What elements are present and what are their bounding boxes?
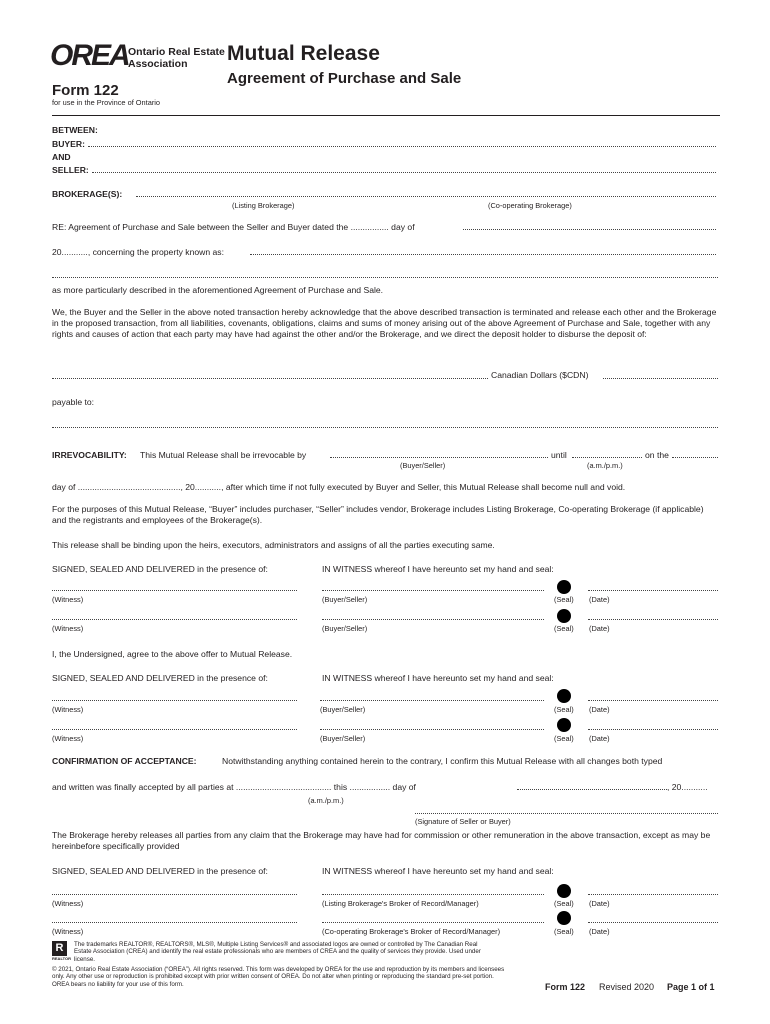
witness-caption-2: (Witness) — [52, 624, 84, 633]
header-rule — [52, 115, 720, 116]
date-field-1[interactable] — [588, 590, 718, 591]
seal-icon-2 — [557, 609, 571, 623]
witness-field-1[interactable] — [52, 590, 297, 591]
footer-page: Page 1 of 1 — [667, 982, 715, 992]
trademark-notice: The trademarks REALTOR®, REALTORS®, MLS®, Multiple Listing Services® and associated logos are owned or controlled by The Canadian Real Estate Association (CREA) and identify the real estate professionals who are members of CREA and the quality of services they provide. Used under license. — [74, 941, 481, 963]
footer-revised: Revised 2020 — [599, 982, 655, 992]
seller-label: SELLER: — [52, 165, 89, 175]
witness-field-6[interactable] — [52, 922, 297, 923]
buyer-seller-sig-field-4[interactable] — [320, 729, 544, 730]
cooperating-broker-sig-field[interactable] — [322, 922, 544, 923]
seal-caption-6: (Seal) — [554, 927, 574, 936]
date-caption-5: (Date) — [589, 899, 610, 908]
confirmation-signature-field[interactable] — [415, 813, 718, 814]
witness-caption-1: (Witness) — [52, 595, 84, 604]
until-label: until — [551, 450, 567, 460]
buyer-seller-sig-field-2[interactable] — [322, 619, 544, 620]
date-field-3[interactable] — [588, 700, 718, 701]
seal-icon-3 — [557, 689, 571, 703]
footer-form-number: Form 122 — [545, 982, 586, 992]
binding-line: This release shall be binding upon the heirs, executors, administrators and assigns of all the parties executing same. — [52, 540, 495, 550]
seal-icon-1 — [557, 580, 571, 594]
logo-word: OREA — [50, 39, 129, 72]
witness-field-4[interactable] — [52, 729, 297, 730]
org-name-line1: Ontario Real Estate — [128, 46, 225, 58]
witness-field-3[interactable] — [52, 700, 297, 701]
realtor-logo-word: REALTOR — [52, 956, 71, 961]
irrevocability-text: This Mutual Release shall be irrevocable by — [140, 450, 307, 460]
until-time-field[interactable] — [572, 457, 642, 458]
payable-to-field[interactable] — [52, 427, 718, 428]
date-field-5[interactable] — [588, 894, 718, 895]
confirmation-ampm-caption: (a.m./p.m.) — [308, 796, 344, 805]
re-year-line: 20..........., concerning the property known as: — [52, 247, 224, 257]
witness-caption-3: (Witness) — [52, 705, 84, 714]
copyright-notice: © 2021, Ontario Real Estate Association (“OREA”). All rights reserved. This form was developed by OREA for the use and reproduction by its members and licensees only. Any other use or reproduction is prohibited except with prior written consent of OREA. Do not alter when printing or reproducing the standard pre-set portion. OREA bears no liability for your use of this form. — [52, 966, 505, 988]
re-month-field[interactable] — [463, 229, 716, 230]
listing-brokerage-caption: (Listing Brokerage) — [232, 201, 295, 210]
described-line: as more particularly described in the aforementioned Agreement of Purchase and Sale. — [52, 285, 384, 295]
confirmation-text: Notwithstanding anything contained herein to the contrary, I confirm this Mutual Release with all changes both typed — [222, 756, 663, 766]
in-witness-3: IN WITNESS whereof I have hereunto set my hand and seal: — [322, 866, 554, 876]
seal-caption-1: (Seal) — [554, 595, 574, 604]
in-witness-1: IN WITNESS whereof I have hereunto set my hand and seal: — [322, 564, 554, 574]
cooperating-brokerage-caption: (Co-operating Brokerage) — [488, 201, 572, 210]
irrevocability-ampm-caption: (a.m./p.m.) — [587, 461, 623, 470]
witness-field-5[interactable] — [52, 894, 297, 895]
seal-caption-3: (Seal) — [554, 705, 574, 714]
confirmation-line2: and written was finally accepted by all parties at ........................................ this ................. day of — [52, 782, 416, 792]
deposit-amount-field[interactable] — [603, 378, 718, 379]
witness-caption-5: (Witness) — [52, 899, 84, 908]
date-caption-1: (Date) — [589, 595, 610, 604]
buyer-seller-caption-3: (Buyer/Seller) — [320, 705, 366, 714]
buyer-seller-caption-2: (Buyer/Seller) — [322, 624, 368, 633]
confirmation-year: , 20........... — [667, 782, 708, 792]
brokerage-field[interactable] — [136, 196, 716, 197]
seal-icon-5 — [557, 884, 571, 898]
realtor-logo-icon — [52, 941, 69, 963]
currency-label: Canadian Dollars ($CDN) — [491, 370, 589, 380]
definitions-paragraph: For the purposes of this Mutual Release, “Buyer” includes purchaser, “Seller” includes vendor, Brokerage includes Listing Brokerage, Co-operating Brokerage (if applicable) and the registrants and employees of the Brokerage(s). — [52, 504, 704, 526]
seal-caption-5: (Seal) — [554, 899, 574, 908]
date-field-2[interactable] — [588, 619, 718, 620]
confirmation-month-field[interactable] — [517, 789, 667, 790]
between-label: BETWEEN: — [52, 125, 98, 135]
buyer-field[interactable] — [88, 146, 716, 147]
signature-caption: (Signature of Seller or Buyer) — [415, 817, 511, 826]
signed-sealed-1: SIGNED, SEALED AND DELIVERED in the presence of: — [52, 564, 268, 574]
irrevocability-buyer-seller-caption: (Buyer/Seller) — [400, 461, 446, 470]
seal-caption-4: (Seal) — [554, 734, 574, 743]
signed-sealed-2: SIGNED, SEALED AND DELIVERED in the presence of: — [52, 673, 268, 683]
undersigned-line: I, the Undersigned, agree to the above offer to Mutual Release. — [52, 649, 293, 659]
date-caption-3: (Date) — [589, 705, 610, 714]
form-number: Form 122 — [52, 82, 119, 99]
confirmation-label: CONFIRMATION OF ACCEPTANCE: — [52, 756, 197, 766]
irrevocability-label: IRREVOCABILITY: — [52, 450, 127, 460]
orea-logo — [50, 40, 225, 80]
brokerage-release-paragraph: The Brokerage hereby releases all parties from any claim that the Brokerage may have had for commission or other remuneration in the above transaction, except as may be hereinbefore specifically provided — [52, 830, 711, 852]
seller-field[interactable] — [92, 172, 716, 173]
witness-caption-6: (Witness) — [52, 927, 84, 936]
seal-caption-2: (Seal) — [554, 624, 574, 633]
page-subtitle: Agreement of Purchase and Sale — [227, 70, 462, 87]
on-the-field[interactable] — [672, 457, 718, 458]
property-field-2[interactable] — [52, 277, 718, 278]
witness-caption-4: (Witness) — [52, 734, 84, 743]
irrevocable-by-field[interactable] — [330, 457, 548, 458]
property-field[interactable] — [250, 254, 716, 255]
and-label: AND — [52, 152, 71, 162]
irrevocability-line2: day of ..........................................., 20..........., after which time if not fully executed by Buyer and Seller, this Mutual Release shall become null and void. — [52, 482, 626, 492]
org-name-line2: Association — [128, 58, 188, 70]
listing-broker-caption: (Listing Brokerage's Broker of Record/Manager) — [322, 899, 479, 908]
witness-field-2[interactable] — [52, 619, 297, 620]
province-note: for use in the Province of Ontario — [52, 98, 161, 107]
date-caption-6: (Date) — [589, 927, 610, 936]
page-title: Mutual Release — [227, 42, 380, 65]
deposit-words-field[interactable] — [52, 378, 488, 379]
buyer-seller-caption-4: (Buyer/Seller) — [320, 734, 366, 743]
date-field-4[interactable] — [588, 729, 718, 730]
in-witness-2: IN WITNESS whereof I have hereunto set my hand and seal: — [322, 673, 554, 683]
brokerage-label: BROKERAGE(S): — [52, 189, 123, 199]
buyer-seller-sig-field-1[interactable] — [322, 590, 544, 591]
cooperating-broker-caption: (Co-operating Brokerage's Broker of Record/Manager) — [322, 927, 501, 936]
buyer-label: BUYER: — [52, 139, 85, 149]
on-the-label: on the — [645, 450, 669, 460]
date-field-6[interactable] — [588, 922, 718, 923]
date-caption-4: (Date) — [589, 734, 610, 743]
buyer-seller-sig-field-3[interactable] — [320, 700, 544, 701]
seal-icon-6 — [557, 911, 571, 925]
seal-icon-4 — [557, 718, 571, 732]
listing-broker-sig-field[interactable] — [322, 894, 544, 895]
release-paragraph: We, the Buyer and the Seller in the above noted transaction hereby acknowledge that the above described transaction is terminated and release each other and the Brokerage in the proposed transaction, from all liabilities, covenants, obligations, claims and sums of money arising out of the above Agreement of Purchase and Sale, together with any rights and causes of action that each party may have had against the other and/or the Brokerage, and we direct the deposit holder to disburse the deposit of: — [52, 307, 717, 340]
payable-to-label: payable to: — [52, 397, 95, 407]
realtor-logo-mark: R — [52, 941, 67, 956]
re-line: RE: Agreement of Purchase and Sale between the Seller and Buyer dated the ................ day of — [52, 222, 415, 232]
buyer-seller-caption-1: (Buyer/Seller) — [322, 595, 368, 604]
date-caption-2: (Date) — [589, 624, 610, 633]
signed-sealed-3: SIGNED, SEALED AND DELIVERED in the presence of: — [52, 866, 268, 876]
